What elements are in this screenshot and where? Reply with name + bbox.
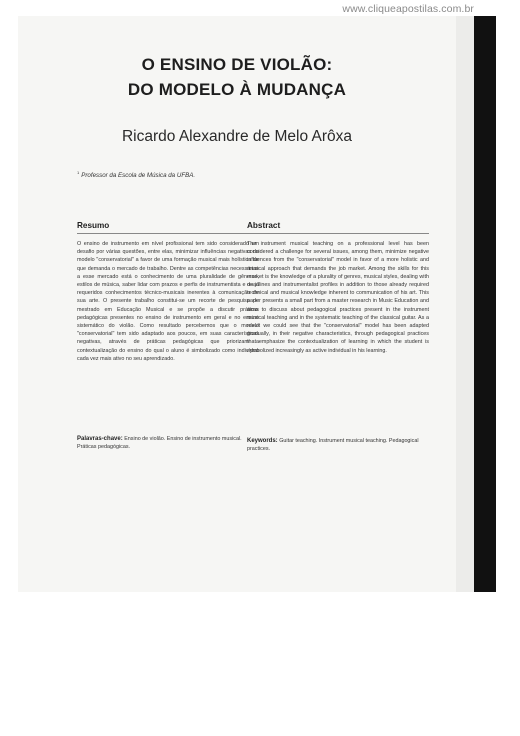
abstract-heading: Abstract <box>247 221 281 230</box>
abstract-keywords <box>247 437 429 453</box>
title-line-2: DO MODELO À MUDANÇA <box>127 80 347 99</box>
resumo-divider <box>77 233 259 234</box>
author-name: Ricardo Alexandre de Melo Arôxa <box>121 128 353 145</box>
resumo-heading: Resumo <box>77 221 110 230</box>
resumo-keywords <box>77 435 259 451</box>
resumo-keywords-label: Palavras-chave: <box>77 436 123 442</box>
abstract-keywords-text: Guitar teaching. Instrument musical teaching. Pedagogical practices. <box>247 438 419 453</box>
resumo-keywords-text: Ensino de violão. Ensino de instrumento musical. Práticas pedagógicas. <box>77 436 242 451</box>
title-line-1: O ENSINO DE VIOLÃO: <box>141 55 333 74</box>
abstract-divider <box>247 233 429 234</box>
scan-border <box>474 16 496 592</box>
abstract-text: The instrument musical teaching on a professional level has been considered a challenge for several issues, among them, minimize negative influences from the "conservatorial" model in favor of a more holistic and musical approach that demands the job market. Among the skills for this market is the knowledge of a plurality of genres, musical styles, dealing with deadlines and instrumentalist profiles in addition to those already required technical and musical knowledge inherent to communication of his art. This paper presents a small part from a master research in Music Education and aims to discuss about pedagogical practices present in the instrument musical teaching and in the systematic teaching of the classical guitar. As a result we could see that the "conservatorial" model has been adapted gradually, in their negative characteristics, through pedagogical practices that emphasize the contextualization of learning in which the student is symbolized increasingly as active individual in his learning. <box>247 241 429 354</box>
footnote-marker: 1 <box>77 170 80 175</box>
footnote-text: Professor da Escola de Música da UFBA. <box>81 172 196 180</box>
page-edge-shadow <box>456 16 474 592</box>
article-title <box>0 52 474 102</box>
abstract-keywords-label: Keywords: <box>247 438 278 444</box>
author-footnote <box>77 170 195 179</box>
watermark-url: www.cliqueapostilas.com.br <box>342 3 474 15</box>
resumo-text: O ensino de instrumento em nível profissional tem sido considerado um desafio por várias questões, entre elas, minimizar influências negativas do modelo "conservatorial" a favor de uma formação musical mais holística de que demanda o mercado de trabalho. Dentre as competências necessárias a esse mercado está o conhecimento de uma pluralidade de gêneros, estilos de música, saber lidar com prazos e perfis de instrumentista e os já requeridos conhecimentos técnico-musicais inerentes à comunicação de sua arte. O presente trabalho constitui-se um recorte de pesquisa de mestrado em Educação Musical e se propõe a discutir práticas pedagógicas presentes no ensino de instrumento em geral e no ensino sistemático do violão. Como resultado percebemos que o modelo "conservatorial" tem sido adaptado aos poucos, em suas características negativas, através de práticas pedagógicas que priorizam a contextualização do ensino do qual o aluno é simbolizado como indivíduo cada vez mais ativo no seu aprendizado. <box>77 241 259 362</box>
